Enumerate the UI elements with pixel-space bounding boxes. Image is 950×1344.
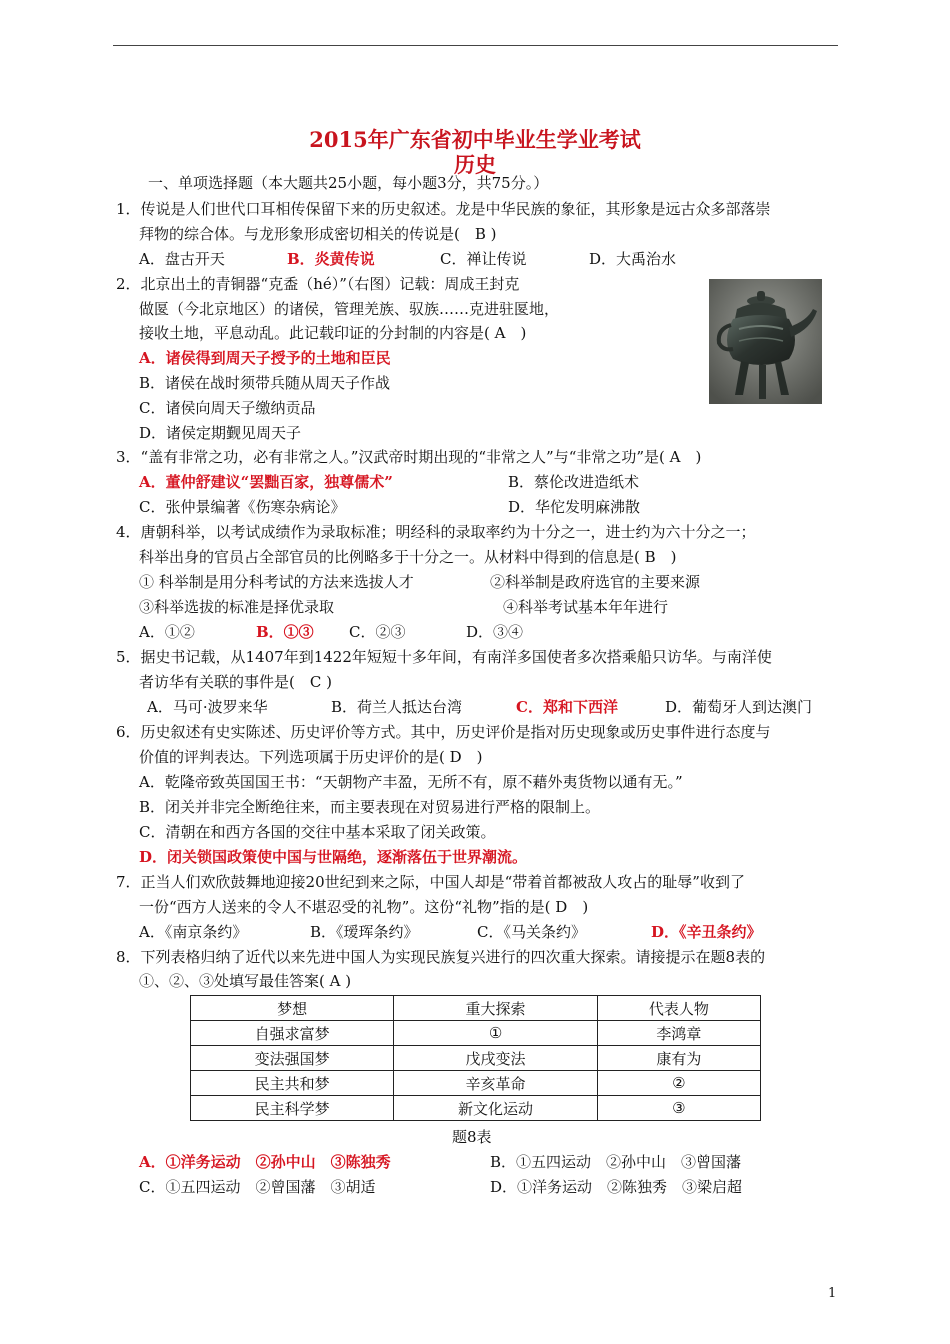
- q1-stem-line2: 拜物的综合体。与龙形象形成密切相关的传说是( B ): [139, 225, 497, 243]
- page-number: 1: [828, 1286, 837, 1301]
- table-row: [191, 1096, 761, 1121]
- q2-option-c: C．诸侯向周天子缴纳贡品: [139, 399, 316, 417]
- table-cell: 自强求富梦: [191, 1021, 394, 1046]
- q8-option-a-answer: A．①洋务运动 ②孙中山 ③陈独秀: [139, 1153, 391, 1171]
- q2-stem-line3: 接收土地，平息动乱。此记载印证的分封制的内容是( A ): [139, 324, 527, 342]
- q8-stem-line2: ①、②、③处填写最佳答案( A ): [139, 972, 352, 990]
- q5-stem-line1: 5．据史书记载，从1407年到1422年短短十多年间，有南洋多国使者多次搭乘船只访华。与南洋使: [116, 648, 772, 666]
- header-rule: [113, 45, 838, 46]
- q8-table-caption: 题8表: [452, 1128, 492, 1146]
- q5-option-a: A．马可·波罗来华: [147, 698, 268, 716]
- exam-subject: 历史: [454, 152, 496, 177]
- q5-option-b: B．荷兰人抵达台湾: [331, 698, 463, 716]
- q6-stem-line1: 6．历史叙述有史实陈述、历史评价等方式。其中，历史评价是指对历史现象或历史事件进行态度与: [116, 723, 771, 741]
- table-row: [191, 1071, 761, 1096]
- q7-stem-line1: 7．正当人们欢欣鼓舞地迎接20世纪到来之际，中国人却是“带着首都被敌人攻占的耻辱”收到了: [116, 873, 745, 891]
- q4-statement-1: ① 科举制是用分科考试的方法来选拔人才: [139, 573, 414, 591]
- q5-option-c-answer: C．郑和下西洋: [516, 698, 618, 716]
- q8-option-d: D．①洋务运动 ②陈独秀 ③梁启超: [490, 1178, 743, 1196]
- q3-option-a-answer: A．董仲舒建议“罢黜百家，独尊儒术”: [139, 473, 393, 491]
- q7-option-c: C．《马关条约》: [477, 923, 586, 941]
- table-cell: 民主共和梦: [191, 1071, 394, 1096]
- q7-option-a: A．《南京条约》: [139, 923, 248, 941]
- q3-option-d: D．华佗发明麻沸散: [508, 498, 641, 516]
- bronze-vessel-photo-icon: [709, 279, 822, 404]
- q4-statement-3: ③科举选拔的标准是择优录取: [139, 598, 335, 616]
- table-cell: 李鸿章: [597, 1021, 760, 1046]
- q5-option-d: D．葡萄牙人到达澳门: [665, 698, 813, 716]
- q1-option-c: C．禅让传说: [440, 250, 527, 268]
- q6-stem-line2: 价值的评判表达。下列选项属于历史评价的是( D ): [139, 748, 483, 766]
- q1-stem-line1: 1．传说是人们世代口耳相传保留下来的历史叙述。龙是中华民族的象征，其形象是远古众多部落崇: [116, 200, 771, 218]
- q4-option-a: A．①②: [139, 623, 195, 641]
- table-cell: 民主科学梦: [191, 1096, 394, 1121]
- q2-option-a-answer: A．诸侯得到周天子授予的土地和臣民: [139, 349, 391, 367]
- q4-option-d: D．③④: [466, 623, 524, 641]
- q1-option-a: A．盘古开天: [139, 250, 225, 268]
- q6-option-a: A．乾隆帝致英国国王书：“天朝物产丰盈，无所不有，原不藉外夷货物以通有无。”: [139, 773, 683, 791]
- q3-stem: 3．“盖有非常之功，必有非常之人。”汉武帝时期出现的“非常之人”与“非常之功”是( A ): [116, 448, 702, 466]
- table-cell: ②: [597, 1071, 760, 1096]
- q3-option-c: C．张仲景编著《伤寒杂病论》: [139, 498, 346, 516]
- table-cell: 辛亥革命: [394, 1071, 597, 1096]
- table-cell: 变法强国梦: [191, 1046, 394, 1071]
- q7-option-d-answer: D．《辛丑条约》: [651, 923, 762, 941]
- q6-option-c: C．清朝在和西方各国的交往中基本采取了闭关政策。: [139, 823, 496, 841]
- q1-option-d: D．大禹治水: [589, 250, 677, 268]
- table-cell: ①: [394, 1021, 597, 1046]
- table-cell: ③: [597, 1096, 760, 1121]
- q8-option-b: B．①五四运动 ②孙中山 ③曾国藩: [490, 1153, 742, 1171]
- table-header-cell: 梦想: [191, 996, 394, 1021]
- q2-stem-line1: 2．北京出土的青铜器“克盉（hé）”（右图）记载：周成王封克: [116, 275, 520, 293]
- table-header-row: [191, 996, 761, 1021]
- table-cell: 戊戌变法: [394, 1046, 597, 1071]
- q8-stem-line1: 8．下列表格归纳了近代以来先进中国人为实现民族复兴进行的四次重大探索。请接提示在题8表的: [116, 948, 766, 966]
- table-row: [191, 1021, 761, 1046]
- table-header-cell: 重大探索: [394, 996, 597, 1021]
- table-header-cell: 代表人物: [597, 996, 760, 1021]
- table-cell: 康有为: [597, 1046, 760, 1071]
- q7-option-b: B．《瑷珲条约》: [310, 923, 419, 941]
- q7-stem-line2: 一份“西方人送来的令人不堪忍受的礼物”。这份“礼物”指的是( D ): [139, 898, 589, 916]
- q2-stem-line2: 做匽（今北京地区）的诸侯，管理羌族、驭族……克进驻匽地，: [139, 300, 560, 318]
- q4-option-b-answer: B．①③: [256, 623, 314, 641]
- exam-title: 2015年广东省初中毕业生学业考试: [309, 127, 641, 152]
- q6-option-d-answer: D．闭关锁国政策使中国与世隔绝，逐渐落伍于世界潮流。: [139, 848, 528, 866]
- q4-option-c: C．②③: [349, 623, 406, 641]
- q1-option-b-answer: B．炎黄传说: [287, 250, 375, 268]
- q8-table: [190, 995, 761, 1121]
- q4-stem-line2: 科举出身的官员占全部官员的比例略多于十分之一。从材料中得到的信息是( B ): [139, 548, 677, 566]
- q8-option-c: C．①五四运动 ②曾国藩 ③胡适: [139, 1178, 376, 1196]
- table-cell: 新文化运动: [394, 1096, 597, 1121]
- q3-option-b: B．蔡伦改进造纸术: [508, 473, 640, 491]
- q2-option-b: B．诸侯在战时须带兵随从周天子作战: [139, 374, 391, 392]
- q5-stem-line2: 者访华有关联的事件是( C ): [139, 673, 332, 691]
- q6-option-b: B．闭关并非完全断绝往来，而主要表现在对贸易进行严格的限制上。: [139, 798, 601, 816]
- q2-option-d: D．诸侯定期觐见周天子: [139, 424, 302, 442]
- q4-statement-4: ④科举考试基本年年进行: [503, 598, 669, 616]
- section-heading: 一、单项选择题（本大题共25小题，每小题3分，共75分。）: [148, 174, 549, 192]
- q4-stem-line1: 4．唐朝科举，以考试成绩作为录取标准；明经科的录取率约为十分之一，进士约为六十分之一；: [116, 523, 756, 541]
- q4-statement-2: ②科举制是政府选官的主要来源: [490, 573, 701, 591]
- table-row: [191, 1046, 761, 1071]
